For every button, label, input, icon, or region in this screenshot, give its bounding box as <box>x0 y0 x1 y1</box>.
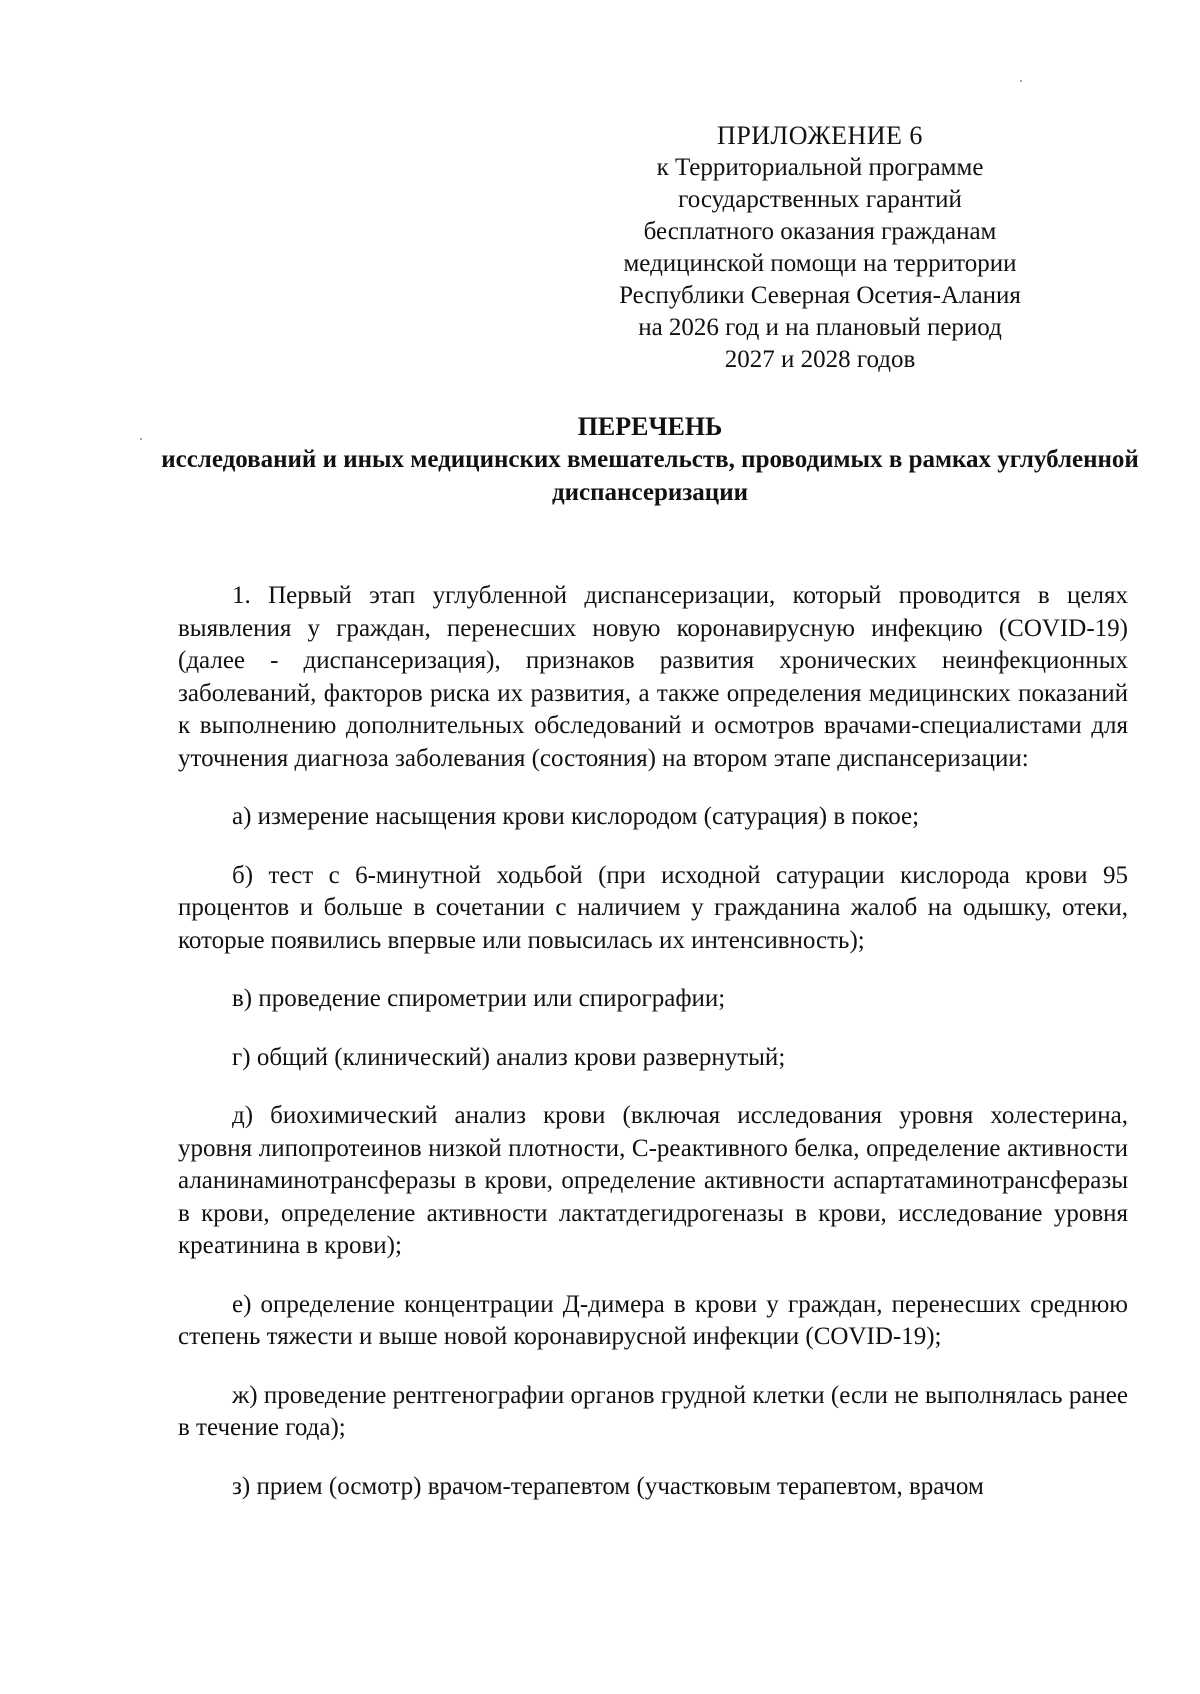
list-item-zh: ж) проведение рентгенографии органов грудной клетки (если не выполнялась ранее в течение года); <box>178 1381 1128 1441</box>
annex-line: медицинской помощи на территории <box>623 250 1017 277</box>
list-item-a: а) измерение насыщения крови кислородом (сатурация) в покое; <box>232 803 920 830</box>
document-heading <box>160 410 1140 509</box>
list-item-z: з) прием (осмотр) врачом-терапевтом (участковым терапевтом, врачом <box>232 1472 984 1500</box>
heading-title: ПЕРЕЧЕНЬ <box>577 412 723 441</box>
list-item-b: б) тест с 6-минутной ходьбой (при исходной сатурации кислорода крови 95 процентов и больше в сочетании с наличием у гражданина жалоб на одышку, отеки, которые появились впервые или повысилась их интенсивность); <box>178 861 1128 954</box>
document-body <box>178 580 1128 1503</box>
list-item-d: д) биохимический анализ крови (включая исследования уровня холестерина, уровня липопротеинов низкой плотности, С-реактивного белка, определение активности аланинаминотрансферазы в крови, определение активности аспартатаминотрансферазы в крови, определение активности лактатдегидрогеназы в крови, исследование уровня креатинина в крови); <box>178 1102 1128 1259</box>
annex-line: Республики Северная Осетия-Алания <box>619 282 1021 309</box>
scan-artifact <box>1020 80 1022 82</box>
list-item-v: в) проведение спирометрии или спирографии; <box>232 985 726 1012</box>
scan-artifact <box>140 438 142 440</box>
annex-title: ПРИЛОЖЕНИЕ 6 <box>717 121 923 150</box>
annex-line: бесплатного оказания гражданам <box>643 218 997 245</box>
list-item-g: г) общий (клинический) анализ крови развернутый; <box>232 1043 786 1071</box>
list-item-e: е) определение концентрации Д-димера в крови у граждан, перенесших среднюю степень тяжести и выше новой коронавирусной инфекции (COVID-19); <box>178 1290 1128 1350</box>
annex-block <box>560 120 1080 376</box>
annex-line: 2027 и 2028 годов <box>724 346 916 373</box>
annex-line: к Территориальной программе <box>656 154 984 181</box>
annex-line: государственных гарантий <box>678 186 962 213</box>
annex-line: на 2026 год и на плановый период <box>638 314 1002 341</box>
paragraph-intro: 1. Первый этап углубленной диспансеризации, который проводится в целях выявления у граждан, перенесших новую коронавирусную инфекцию (COVID-19) (далее - диспансеризация), признаков развития хронических неинфекционных заболеваний, факторов риска их развития, а также определения медицинских показаний к выполнению дополнительных обследований и осмотров врачами-специалистами для уточнения диагноза заболевания (состояния) на втором этапе диспансеризации: <box>178 582 1128 772</box>
heading-subtitle: исследований и иных медицинских вмешательств, проводимых в рамках углубленной диспансеризации <box>161 446 1139 506</box>
